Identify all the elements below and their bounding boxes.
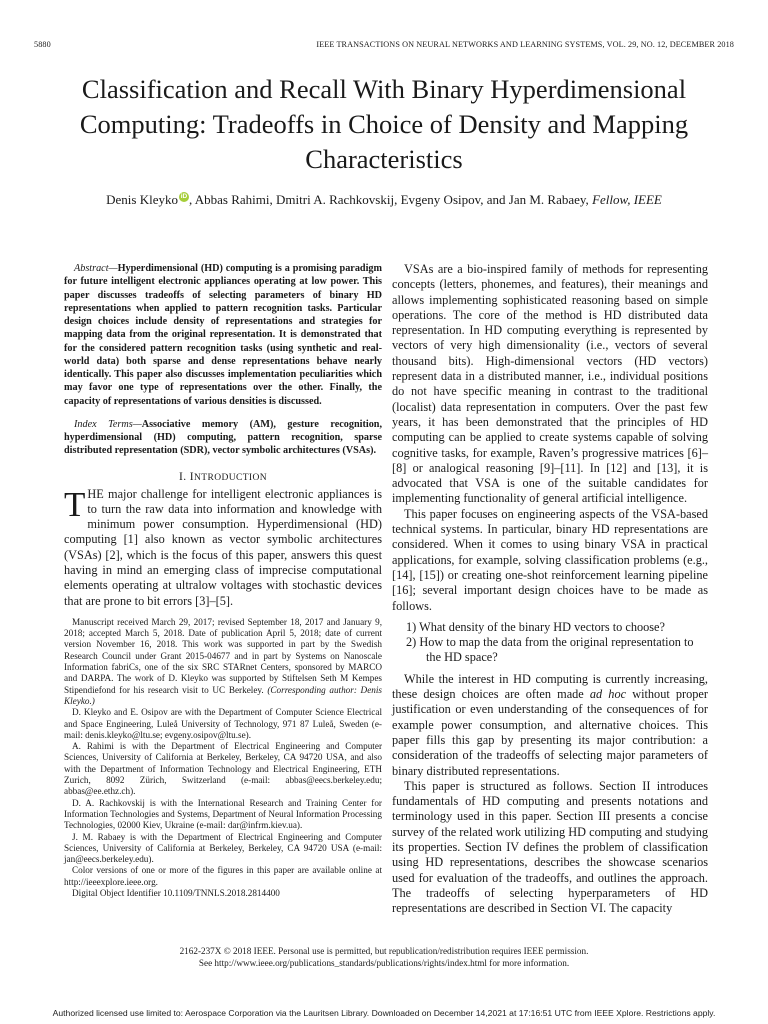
index-terms: Index Terms—Associative memory (AM), gesture recognition, hyperdimensional (HD) computing, pattern recognition, sparse distributed representation (SDR), vector symbolic architectures (VSAs). — [64, 418, 382, 457]
intro-paragraph — [64, 484, 382, 609]
interest-text-a: While the interest in HD computing is currently increasing, these design choices are often made — [392, 671, 708, 702]
body-paragraph-interest — [392, 672, 708, 779]
body-paragraph-focus: This paper focuses on engineering aspects of the VSA-based technical systems. In particular, binary HD representations are considered. When it comes to using binary VSA in practical applications, for example, solving classification problems (e.g., [14], [15]) or creating one-shot reinforcement learning pipeline [16]; several important design choices have to be made as follows. — [392, 506, 708, 613]
footnote-rabaey: J. M. Rabaey is with the Department of Electrical Engineering and Computer Sciences, University of California at Berkeley, Berkeley, CA 94720 USA (e-mail: jan@eecs.berkeley.edu). — [64, 831, 382, 865]
journal-header: IEEE TRANSACTIONS ON NEURAL NETWORKS AND LEARNING SYSTEMS, VOL. 29, NO. 12, DECEMBER 2018 — [316, 40, 734, 49]
fellow-title: Fellow, IEEE — [592, 192, 662, 207]
index-terms-text: Associative memory (AM), gesture recognition, hyperdimensional (HD) computing, pattern recognition, sparse distributed representation (SDR), vector symbolic architectures (VSAs). — [64, 418, 382, 457]
corresponding-author: (Corresponding author: Denis Kleyko.) — [64, 684, 382, 706]
ad-hoc: ad hoc — [589, 687, 627, 702]
footnote-rahimi: A. Rahimi is with the Department of Electrical Engineering and Computer Sciences, University of California at Berkeley, Berkeley, CA 94720 USA, and also with the Department of Information Technology and Electrical Engineering, ETH Zurich, 8092 Zürich, Switzerland (e-mail: abbas@eecs.berkeley.edu; abbas@ee.ethz.ch). — [64, 741, 382, 797]
footnote-manuscript-text: Manuscript received March 29, 2017; revised September 18, 2017 and January 9, 2018; accepted March 5, 2018. Date of publication April 5, 2018; date of current version November 16, 2018. This work was supported in part by the Swedish Research Council under Grant 2015-04677 and in part by Systems on Nanoscale Information fabriCs, one of the six SRC STARnet Centers, sponsored by MARCO and DARPA. The work of D. Kleyko was supported by Stiftelsen Seth M Kempes Stipendiefond for his research visit to UC Berkeley. — [64, 616, 382, 695]
design-choice-list — [392, 620, 708, 666]
footnote-color: Color versions of one or more of the figures in this paper are available online at http://ieeexplore.ieee.org. — [64, 865, 382, 887]
body-paragraph-vsa: VSAs are a bio-inspired family of methods for representing concepts (letters, phonemes, and features), their meanings and allows implementing sophisticated reasoning based on simple operations. The core of the method is HD distributed data representation. In HD computing everything is represented by vectors of very high dimensionality (i.e., vectors of several thousand bits). High-dimensional vectors (HD vectors) represent data in a distributed manner, i.e., individual positions do not have specific meaning in contrast to the traditional (localist) data representation in computers. Over the past few years, it has been demonstrated that the principles of HD computing can be applied to create systems capable of solving cognitive tasks, for example, Raven’s progressive matrices [6]–[8] or analogical reasoning [9]–[11]. In [12] and [13], it is advocated that VSA is one of the suitable candidates for implementing functionality of general artificial intelligence. — [392, 262, 708, 506]
section-heading-introduction — [64, 471, 382, 483]
author-line — [30, 191, 738, 209]
index-terms-label: Index Terms — [74, 418, 133, 430]
footnote-kleyko: D. Kleyko and E. Osipov are with the Department of Computer Science Electrical and Space Engineering, Luleå University of Technology, 971 87 Luleå, Sweden (e-mail: denis.kleyko@ltu.se; evgeny.osipov@ltu.se). — [64, 707, 382, 740]
orcid-icon[interactable]: iD — [180, 193, 188, 200]
copyright-line-1: 2162-237X © 2018 IEEE. Personal use is permitted, but republication/redistribution requires IEEE permission. — [179, 946, 589, 956]
drop-cap: T — [64, 484, 86, 524]
footnote-rachkovskij: D. A. Rachkovskij is with the International Research and Training Center for Information Technologies and Systems, Department of Neural Information Processing Technologies, 02000 Kiev, Ukraine (e-mail: dar@infrm.kiev.ua). — [64, 797, 382, 831]
abstract: Abstract—Hyperdimensional (HD) computing is a promising paradigm for future intelligent electronic appliances operating at low power. This paper discusses tradeoffs of selecting parameters of binary HD representations when applied to pattern recognition tasks. Particular design choices include density of representations and strategies for mapping data from the original representation. It is demonstrated that for the considered pattern recognition tasks (using synthetic and real-world data) both sparse and dense representations behave nearly identically. This paper also discusses implementation peculiarities which may favor one type of representations over the other. Finally, the capacity of representations of various densities is discussed. — [64, 263, 382, 407]
interest-text-b: without proper justification or even understanding of the consequences of for example power consumption, and alternative choices. This paper fills this gap by presenting its major contribution: a consideration of the tradeoffs of selecting major parameters of binary distributed representations. — [392, 687, 708, 778]
footnote-manuscript — [64, 617, 382, 707]
running-header — [34, 40, 734, 52]
abstract-text: Hyperdimensional (HD) computing is a promising paradigm for future intelligent electronic appliances operating at low power. This paper discusses tradeoffs of selecting parameters of binary HD representations when applied to pattern recognition tasks. Particular design choices include density of representations and strategies for mapping data from the original representation. It is demonstrated that for the considered pattern recognition tasks (using synthetic and real-world data) both sparse and dense representations behave nearly identically. This paper also discusses implementation peculiarities which may favor one type of representations over the other. Finally, the capacity of representations of various densities is discussed. — [64, 263, 382, 407]
authorized-use-notice: Authorized licensed use limited to: Aerospace Corporation via the Lauritsen Library. Downloaded on December 14,2021 at 17:16:51 UTC from IEEE Xplore. Restrictions apply. — [52, 1008, 716, 1018]
footnotes — [64, 617, 382, 899]
paper-title: Classification and Recall With Binary Hyperdimensional Computing: Tradeoffs in Choice of Density and Mapping Characteristics — [79, 74, 689, 174]
page-number: 5880 — [34, 40, 51, 49]
left-column — [64, 262, 382, 899]
list-item: 2) How to map the data from the original representation to the HD space? — [406, 635, 694, 665]
right-column — [392, 262, 708, 916]
other-authors: , Abbas Rahimi, Dmitri A. Rachkovskij, Evgeny Osipov, and Jan M. Rabaey, — [188, 192, 593, 207]
section-numeral: I. I — [178, 470, 194, 483]
list-item: 1) What density of the binary HD vectors to choose? — [406, 619, 665, 634]
copyright-line-2: See http://www.ieee.org/publications_standards/publications/rights/index.html for more information. — [198, 957, 570, 968]
copyright-notice — [60, 946, 708, 969]
section-title: NTRODUCTION — [194, 472, 268, 483]
intro-text: HE major challenge for intelligent electronic appliances is to turn the raw data into information and knowledge with minimum power consumption. Hyperdimensional (HD) computing [1] also known as vector symbolic architectures (VSAs) [2], which is the focus of this paper, answers this quest having in mind an emerging class of imprecise computational elements operating at ultralow voltages with stochastic devices that are prone to bit errors [3]–[5]. — [64, 486, 382, 608]
first-author: Denis Kleyko — [106, 192, 178, 207]
footnote-doi: Digital Object Identifier 10.1109/TNNLS.2018.2814400 — [72, 888, 280, 898]
body-paragraph-structure: This paper is structured as follows. Section II introduces fundamentals of HD computing and presents notations and terminology used in this paper. Section III presents a concise survey of the related work utilizing HD computing and studying its properties. Section IV defines the problem of classification using HD representations, describes the showcase scenarios used for evaluation of the tradeoffs, and outlines the approach. The tradeoffs of selecting hyperparameters of HD representations are described in Section VI. The capacity — [392, 778, 708, 916]
abstract-label: Abstract — [74, 263, 109, 274]
